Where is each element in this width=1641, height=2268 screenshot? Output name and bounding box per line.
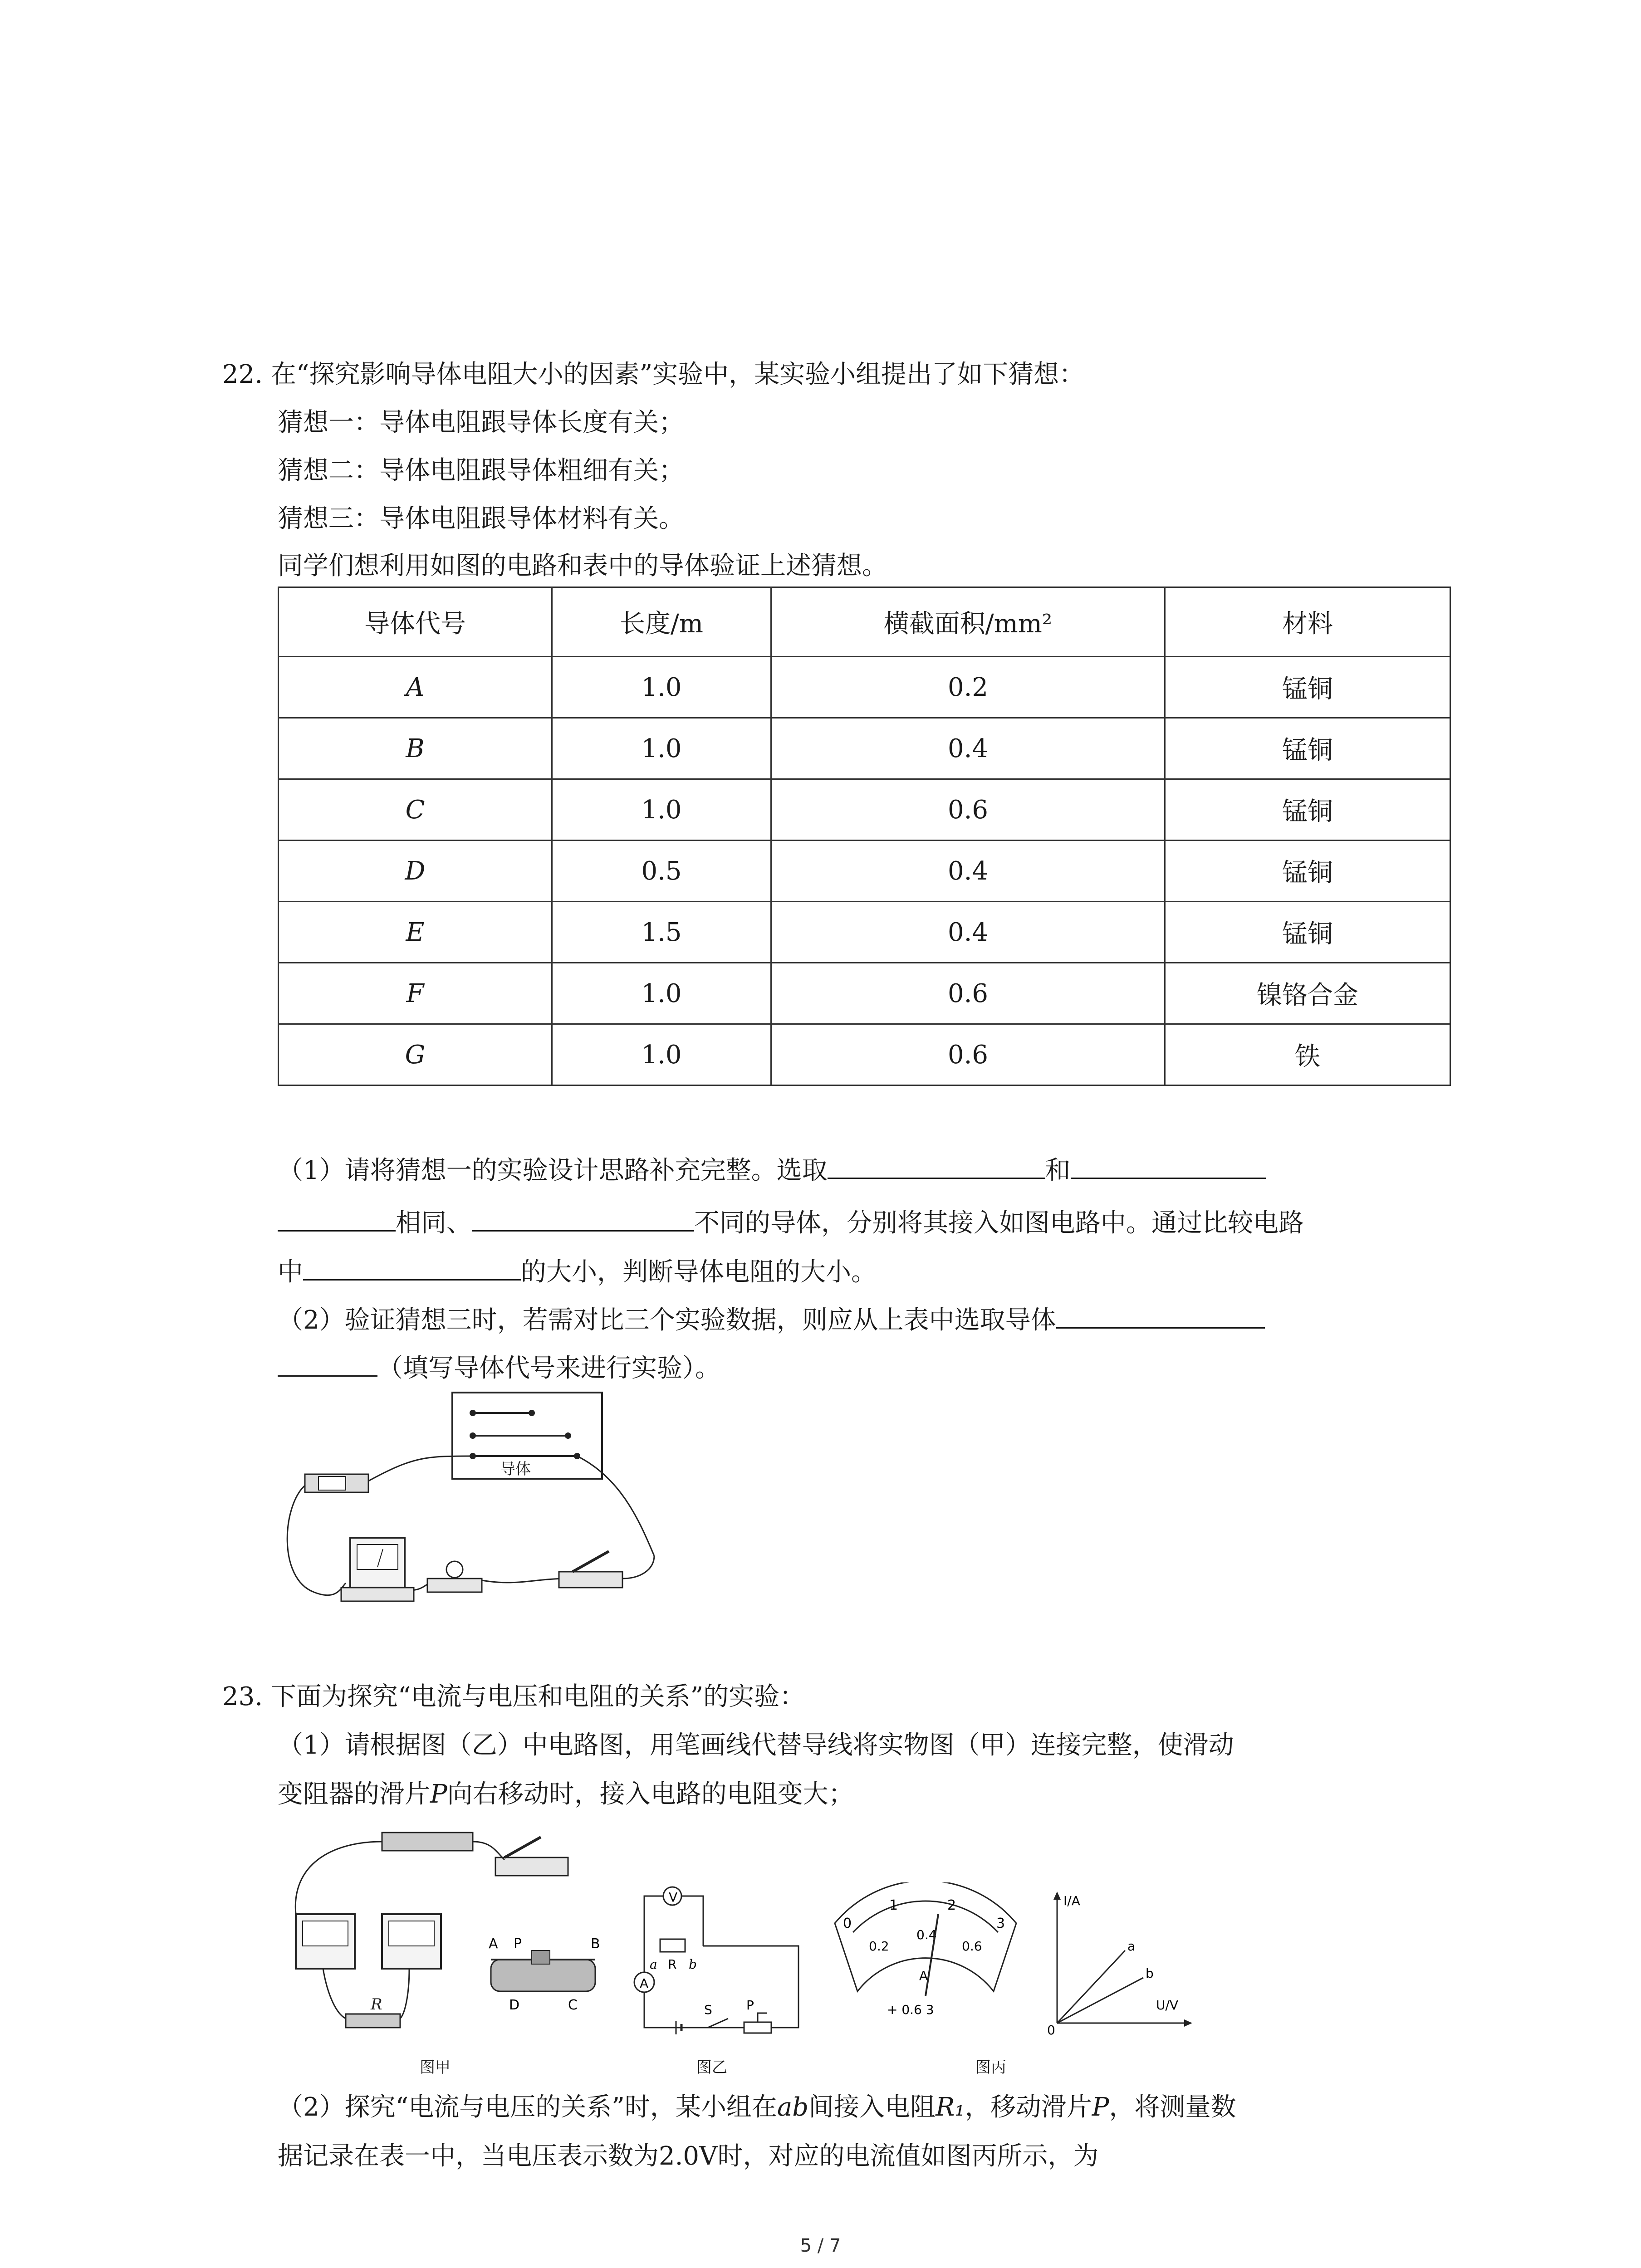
part1-text: 和 [1045, 1156, 1071, 1185]
rheostat-terminal-label: A [489, 1936, 498, 1952]
table-cell: 铁 [1165, 1024, 1450, 1085]
slider-symbol: P [430, 1779, 447, 1809]
table-cell: A [279, 657, 552, 718]
table-cell: 0.4 [771, 841, 1165, 902]
table-cell: E [279, 902, 552, 963]
q22-intro: 在“探究影响导体电阻大小的因素”实验中，某实验小组提出了如下猜想： [270, 360, 1085, 389]
table-cell: D [279, 841, 552, 902]
table-cell: 锰铜 [1165, 657, 1450, 718]
q23-part2-line2 [278, 2140, 1099, 2173]
part2-text: 间接入电阻 [808, 2092, 936, 2122]
q22-intro-line [222, 358, 1084, 391]
answer-blank[interactable] [278, 1348, 377, 1377]
q22-guess-2: 猜想二：导体电阻跟导体粗细有关； [278, 456, 684, 485]
part2-text: ，将测量数 [1109, 2092, 1236, 2122]
table-cell: 0.6 [771, 963, 1165, 1024]
slider-icon [532, 1950, 550, 1964]
table-header-row [279, 587, 1450, 657]
scale-label: 2 [947, 1897, 956, 1913]
line-a [1057, 1950, 1125, 2023]
table-row [279, 963, 1450, 1024]
part1-text: 中 [278, 1257, 303, 1287]
voltage-value: 2.0V [659, 2141, 718, 2171]
switch-icon [559, 1572, 622, 1588]
table-header: 横截面积/mm² [771, 587, 1165, 657]
table-cell: 0.2 [771, 657, 1165, 718]
slider-symbol: P [1092, 2092, 1109, 2122]
figure-caption: 图甲 [420, 2058, 451, 2077]
node-label: b [689, 1957, 697, 1972]
q23-part1-line2 [278, 1778, 854, 1811]
ammeter-label: A [640, 1976, 649, 1991]
table-cell: 1.0 [552, 779, 771, 841]
switch-symbol [708, 2019, 728, 2028]
table-cell: 1.0 [552, 963, 771, 1024]
q23-number: 23. [222, 1682, 263, 1711]
answer-blank[interactable] [472, 1203, 694, 1232]
scale-label: 0 [843, 1916, 852, 1931]
table-header: 材料 [1165, 587, 1450, 657]
rheostat-symbol [744, 2022, 771, 2033]
q22-part2-line1 [278, 1300, 1265, 1337]
table-header: 导体代号 [279, 587, 552, 657]
scale-label: 0.4 [916, 1927, 937, 1942]
q23-part2-line1 [278, 2091, 1236, 2124]
scale-label: 0.2 [869, 1939, 889, 1954]
part1-text: 不同的导体，分别将其接入如图电路中。通过比较电路 [694, 1208, 1304, 1238]
table-row [279, 779, 1450, 841]
iu-graph [1039, 1887, 1193, 2037]
table-row [279, 1024, 1450, 1085]
ammeter-dial [826, 1882, 1025, 2037]
figure-yi [631, 1878, 812, 2041]
part2-text: （2）验证猜想三时，若需对比三个实验数据，则应从上表中选取导体 [278, 1305, 1056, 1335]
meter-unit: A [919, 1968, 928, 1983]
part2-text: 据记录在表一中，当电压表示数为 [278, 2141, 659, 2171]
q23-intro-line [222, 1681, 805, 1713]
scale-label: 3 [996, 1916, 1005, 1931]
conductor-table [278, 587, 1451, 1086]
table-cell: 0.4 [771, 718, 1165, 779]
table-cell: 1.0 [552, 657, 771, 718]
answer-blank[interactable] [303, 1252, 521, 1281]
q22-part1-line1 [278, 1150, 1266, 1187]
table-cell: 0.6 [771, 1024, 1165, 1085]
y-axis-label: I/A [1063, 1893, 1080, 1908]
battery-icon [382, 1833, 473, 1851]
resistor-symbol: R₁ [936, 2092, 965, 2122]
line-b [1057, 1978, 1143, 2023]
rheostat-terminal-label: B [591, 1936, 600, 1952]
q22-guess-1: 猜想一：导体电阻跟导体长度有关； [278, 408, 684, 437]
table-cell: 1.5 [552, 902, 771, 963]
figure-caption: 图乙 [696, 2058, 727, 2077]
table-cell: 锰铜 [1165, 779, 1450, 841]
table-cell: C [279, 779, 552, 841]
switch-label: S [704, 2002, 712, 2017]
node-label: a [650, 1957, 657, 1972]
table-cell: 0.4 [771, 902, 1165, 963]
q23-part1-line1: （1）请根据图（乙）中电路图，用笔画线代替导线将实物图（甲）连接完整，使滑动 [278, 1730, 1234, 1760]
circuit-diagram [631, 1878, 812, 2041]
table-cell: G [279, 1024, 552, 1085]
slider-label: P [746, 1998, 754, 2013]
q23-intro: 下面为探究“电流与电压和电阻的关系”的实验： [270, 1682, 805, 1711]
part2-text: （填写导体代号来进行实验）。 [377, 1354, 720, 1383]
table-cell: 锰铜 [1165, 718, 1450, 779]
figure-bing [826, 1882, 1025, 2037]
figure-caption: 图丙 [975, 2058, 1006, 2077]
switch-icon [495, 1857, 568, 1876]
q22-part2-line2 [278, 1348, 720, 1385]
q22-part1-line3 [278, 1252, 877, 1289]
resistor-icon [346, 2014, 400, 2028]
table-cell: 1.0 [552, 718, 771, 779]
rheostat-slider-label: P [514, 1936, 522, 1952]
series-label: b [1146, 1966, 1154, 1981]
figure-jia [278, 1823, 622, 2050]
x-axis-label: U/V [1156, 1998, 1179, 2013]
lamp-icon [427, 1579, 482, 1592]
part1-text: 变阻器的滑片 [278, 1779, 430, 1809]
answer-blank[interactable] [278, 1203, 396, 1232]
table-cell: 1.0 [552, 1024, 771, 1085]
resistor-symbol [660, 1939, 685, 1952]
voltmeter-label: V [669, 1890, 678, 1905]
table-cell: 锰铜 [1165, 902, 1450, 963]
table-header: 长度/m [552, 587, 771, 657]
series-label: a [1127, 1939, 1136, 1954]
table-cell: 镍铬合金 [1165, 963, 1450, 1024]
origin-label: 0 [1047, 2023, 1055, 2037]
answer-blank[interactable] [828, 1150, 1045, 1179]
table-row [279, 902, 1450, 963]
part2-text: 时，对应的电流值如图丙所示，为 [717, 2141, 1099, 2171]
table-row [279, 841, 1450, 902]
q22-lead: 同学们想利用如图的电路和表中的导体验证上述猜想。 [278, 551, 887, 581]
meter-terminals: + 0.6 3 [887, 2002, 934, 2017]
rheostat-terminal-label: D [509, 1997, 520, 2013]
resistor-label: R [668, 1957, 677, 1972]
part1-text: 的大小，判断导体电阻的大小。 [521, 1257, 877, 1287]
rheostat-terminal-label: C [568, 1997, 578, 2013]
scale-label: 0.6 [962, 1939, 982, 1954]
table-cell: 锰铜 [1165, 841, 1450, 902]
table-cell: F [279, 963, 552, 1024]
scale-label: 1 [889, 1897, 898, 1913]
part1-text: 相同、 [396, 1208, 472, 1238]
q22-circuit-figure [278, 1388, 677, 1624]
table-row [279, 657, 1450, 718]
physical-circuit-illustration [278, 1823, 622, 2050]
answer-blank[interactable] [1071, 1150, 1266, 1179]
q22-guess-3: 猜想三：导体电阻跟导体材料有关。 [278, 504, 684, 533]
conductor-label: 导体 [500, 1460, 531, 1478]
q22-number: 22. [222, 360, 263, 389]
circuit-illustration [278, 1388, 677, 1624]
part2-text: ，移动滑片 [965, 2092, 1092, 2122]
resistor-label: R [371, 1995, 382, 2014]
table-cell: B [279, 718, 552, 779]
q22-part1-line2 [278, 1203, 1304, 1240]
node-symbol: ab [777, 2092, 809, 2122]
answer-blank[interactable] [1056, 1300, 1265, 1329]
table-cell: 0.6 [771, 779, 1165, 841]
part1-text: 向右移动时，接入电路的电阻变大； [447, 1779, 854, 1809]
table-cell: 0.5 [552, 841, 771, 902]
part1-text: （1）请将猜想一的实验设计思路补充完整。选取 [278, 1156, 828, 1185]
page-number: 5 / 7 [800, 2235, 841, 2256]
part2-text: （2）探究“电流与电压的关系”时，某小组在 [278, 2092, 777, 2122]
table-row [279, 718, 1450, 779]
iu-graph-svg [1039, 1887, 1193, 2037]
